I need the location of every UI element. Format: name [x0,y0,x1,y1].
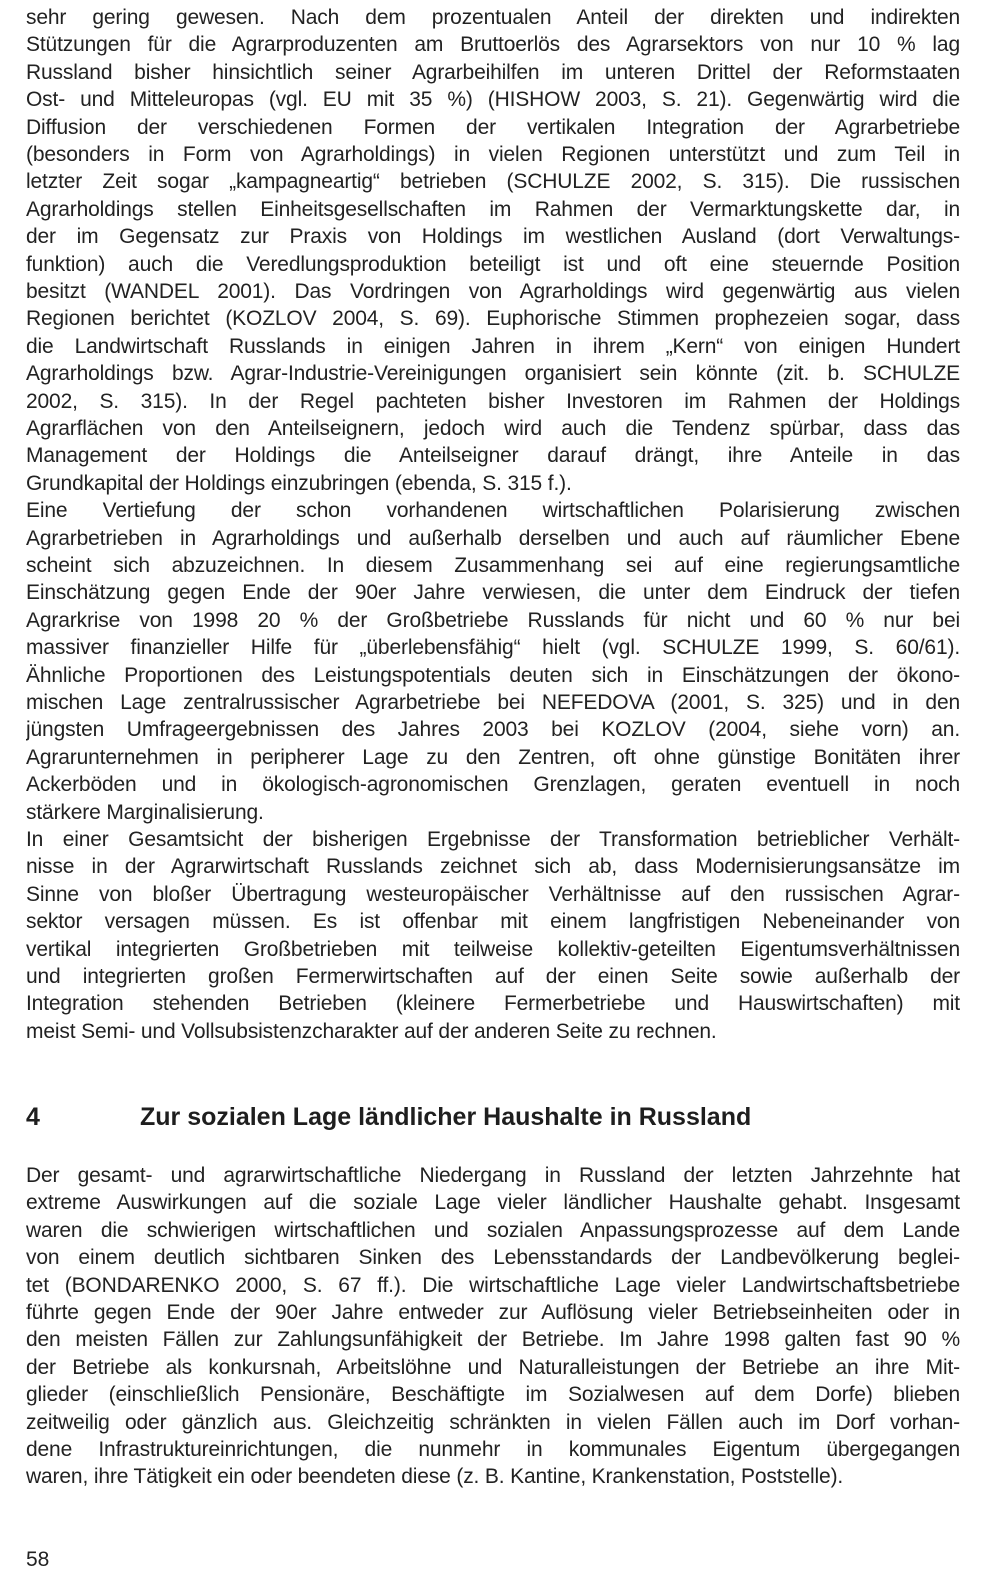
text-line: die Landwirtschaft Russlands in einigen Jahren in ihrem „Kern“ von einigen Hundert [26,334,960,358]
text-line: stärkere Marginalisierung. [26,800,264,824]
text-line: Agrarunternehmen in peripherer Lage zu den Zentren, oft ohne günstige Bonitäten ihrer [26,745,960,769]
text-line: waren die schwierigen wirtschaftlichen und sozialen Anpassungsprozesse auf dem Lande [26,1218,960,1242]
text-line: Russland bisher hinsichtlich seiner Agrarbeihilfen im unteren Drittel der Reformstaaten [26,60,960,84]
text-line: Ähnliche Proportionen des Leistungspotentials deuten sich in Einschätzungen der ökono- [26,663,960,687]
text-line: Ost- und Mitteleuropas (vgl. EU mit 35 %) (HISHOW 2003, S. 21). Gegenwärtig wird die [26,88,960,112]
text-line: Agrarkrise von 1998 20 % der Großbetriebe Russlands für nicht und 60 % nur bei [26,608,960,632]
text-line: glieder (einschließlich Pensionäre, Beschäftigte im Sozialwesen auf dem Dorfe) blieben [26,1383,960,1407]
text-line: Agrarholdings stellen Einheitsgesellschaften im Rahmen der Vermarktungskette dar, in [26,197,960,221]
text-line: den meisten Fällen zur Zahlungsunfähigkeit der Betriebe. Im Jahre 1998 galten fast 90 % [26,1328,960,1352]
page-number: 58 [26,1548,50,1571]
text-line: der Betriebe als konkursnah, Arbeitslöhne und Naturalleistungen der Betriebe an ihre Mit- [26,1355,960,1379]
section-title: Zur sozialen Lage ländlicher Haushalte in Russland [140,1103,752,1131]
text-line: Management der Holdings die Anteilseigner darauf drängt, ihre Anteile in das [26,444,960,468]
text-line: der im Gegensatz zur Praxis von Holdings im westlichen Ausland (dort Verwaltungs- [26,225,960,249]
text-line: führte gegen Ende der 90er Jahre entweder zur Auflösung vieler Betriebseinheiten oder in [26,1301,960,1324]
text-line: mischen Lage zentralrussischer Agrarbetriebe bei NEFEDOVA (2001, S. 325) und in den [26,691,960,714]
text-line: tet (BONDARENKO 2000, S. 67 ff.). Die wirtschaftliche Lage vieler Landwirtschaftsbetriebe [26,1273,960,1297]
text-line: Ackerböden und in ökologisch-agronomischen Grenzlagen, geraten eventuell in noch [26,773,960,797]
text-line: Der gesamt- und agrarwirtschaftliche Niedergang in Russland der letzten Jahrzehnte hat [26,1164,960,1187]
text-line: Agrarbetrieben in Agrarholdings und außerhalb derselben und auch auf räumlicher Ebene [26,526,960,550]
text-line: von einem deutlich sichtbaren Sinken des Lebensstandards der Landbevölkerung beglei- [26,1246,960,1270]
text-line: Stützungen für die Agrarproduzenten am Bruttoerlös des Agrarsektors von nur 10 % lag [26,33,960,57]
text-line: extreme Auswirkungen auf die soziale Lage vieler ländlicher Haushalte gehabt. Insgesamt [26,1191,960,1215]
text-line: (besonders in Form von Agrarholdings) in vielen Regionen unterstützt und zum Teil in [26,143,960,166]
text-line: Sinne von bloßer Übertragung westeuropäischer Verhältnisse auf den russischen Agrar- [26,882,960,906]
text-line: jüngsten Umfrageergebnissen des Jahres 2003 bei KOZLOV (2004, siehe vorn) an. [26,718,960,742]
text-line: sehr gering gewesen. Nach dem prozentualen Anteil der direkten und indirekten [26,6,960,29]
text-line: zeitweilig oder gänzlich aus. Gleichzeitig schränkten in vielen Fällen auch im Dorf vorhan- [26,1410,960,1434]
text-line: In einer Gesamtsicht der bisherigen Ergebnisse der Transformation betrieblicher Verhält- [26,828,960,851]
text-line: vertikal integrierten Großbetrieben mit teilweise kollektiv-geteilten Eigentumsverhältnissen [26,937,960,961]
text-line: waren, ihre Tätigkeit ein oder beendeten diese (z. B. Kantine, Krankenstation, Poststelle). [26,1465,844,1489]
text-line: Regionen berichtet (KOZLOV 2004, S. 69). Euphorische Stimmen prophezeien sogar, dass [26,307,960,331]
text-line: letzter Zeit sogar „kampagneartig“ betrieben (SCHULZE 2002, S. 315). Die russischen [26,170,960,194]
text-line: massiver finanzieller Hilfe für „überlebensfähig“ hielt (vgl. SCHULZE 1999, S. 60/61). [26,636,960,660]
section-number: 4 [26,1103,40,1131]
text-line: scheint sich abzuzeichnen. In diesem Zusammenhang sei auf eine regierungsamtliche [26,554,960,577]
text-line: Agrarflächen von den Anteilseignern, jedoch wird auch die Tendenz spürbar, dass das [26,417,960,440]
text-line: Diffusion der verschiedenen Formen der vertikalen Integration der Agrarbetriebe [26,115,960,139]
text-line: und integrierten großen Fermerwirtschaften auf der einen Seite sowie außerhalb der [26,965,960,988]
text-line: besitzt (WANDEL 2001). Das Vordringen von Agrarholdings wird gegenwärtig aus vielen [26,280,960,303]
text-line: dene Infrastruktureinrichtungen, die nunmehr in kommunales Eigentum übergegangen [26,1438,960,1461]
text-line: Eine Vertiefung der schon vorhandenen wirtschaftlichen Polarisierung zwischen [26,499,960,523]
text-line: Einschätzung gegen Ende der 90er Jahre verwiesen, die unter dem Eindruck der tiefen [26,581,960,605]
text-line: 2002, S. 315). In der Regel pachteten bisher Investoren im Rahmen der Holdings [26,389,960,413]
text-line: Integration stehenden Betrieben (kleinere Fermerbetriebe und Hauswirtschaften) mit [26,992,960,1016]
text-line: sektor versagen müssen. Es ist offenbar mit einem langfristigen Nebeneinander von [26,910,960,934]
text-line: funktion) auch die Veredlungsproduktion beteiligt ist und oft eine steuernde Position [26,252,960,276]
text-line: Agrarholdings bzw. Agrar-Industrie-Vereinigungen organisiert sein könnte (zit. b. SCHULZE [26,362,960,386]
text-line: Grundkapital der Holdings einzubringen (ebenda, S. 315 f.). [26,471,572,495]
text-line: nisse in der Agrarwirtschaft Russlands zeichnet sich ab, dass Modernisierungsansätze im [26,855,960,879]
text-line: meist Semi- und Vollsubsistenzcharakter auf der anderen Seite zu rechnen. [26,1019,717,1043]
